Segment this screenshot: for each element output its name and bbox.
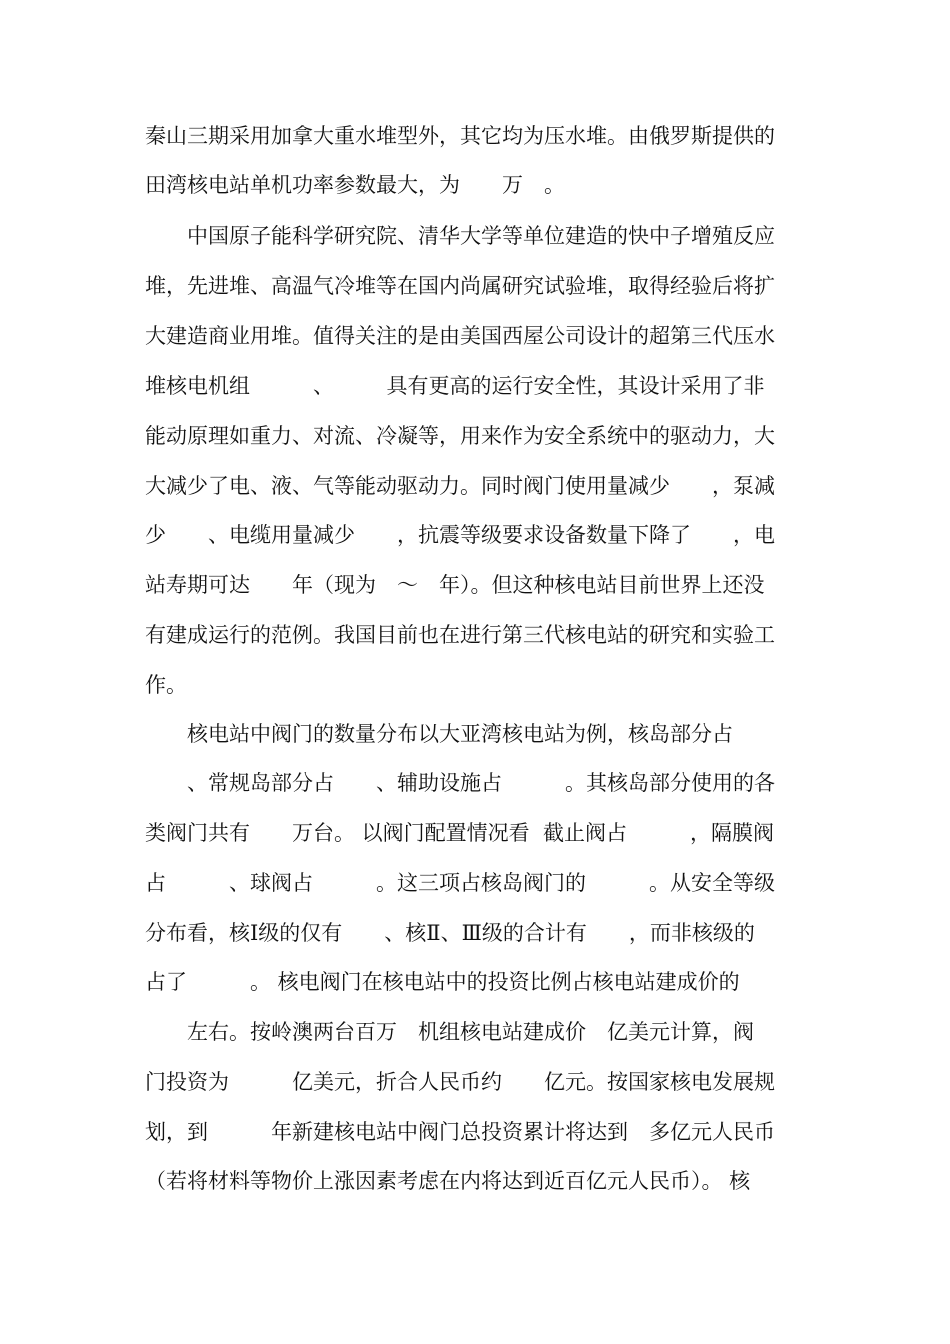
text-line-21: 划，到 年新建核电站中阀门总投资累计将达到 多亿元人民币 bbox=[145, 1120, 775, 1144]
text-line-14: 、常规岛部分占 、辅助设施占 。其核岛部分使用的各 bbox=[145, 771, 775, 795]
text-line-3: 中国原子能科学研究院、清华大学等单位建造的快中子增殖反应 bbox=[145, 224, 775, 248]
text-line-12: 作。 bbox=[145, 673, 187, 697]
text-line-17: 分布看，核Ⅰ级的仅有 、核Ⅱ、Ⅲ级的合计有 ，而非核级的 bbox=[145, 921, 755, 945]
text-line-2: 田湾核电站单机功率参数最大，为 万 。 bbox=[145, 173, 565, 197]
text-line-18: 占了 。 核电阀门在核电站中的投资比例占核电站建成价的 bbox=[145, 970, 740, 994]
text-line-15: 类阀门共有 万台。 以阀门配置情况看 截止阀占 ，隔膜阀 bbox=[145, 821, 775, 845]
text-line-4: 堆，先进堆、高温气冷堆等在国内尚属研究试验堆，取得经验后将扩 bbox=[145, 274, 775, 298]
text-line-5: 大建造商业用堆。值得关注的是由美国西屋公司设计的超第三代压水 bbox=[145, 324, 775, 348]
text-line-13: 核电站中阀门的数量分布以大亚湾核电站为例，核岛部分占 bbox=[145, 722, 733, 746]
text-line-6: 堆核电机组 、 具有更高的运行安全性，其设计采用了非 bbox=[145, 374, 765, 398]
text-line-10: 站寿期可达 年（现为 ～ 年）。但这种核电站目前世界上还没 bbox=[145, 573, 765, 597]
text-line-1: 秦山三期采用加拿大重水堆型外，其它均为压水堆。由俄罗斯提供的 bbox=[145, 124, 775, 148]
text-line-8: 大减少了电、液、气等能动驱动力。同时阀门使用量减少 ，泵减 bbox=[145, 474, 775, 498]
text-line-9: 少 、电缆用量减少 ，抗震等级要求设备数量下降了 ，电 bbox=[145, 523, 775, 547]
text-line-20: 门投资为 亿美元，折合人民币约 亿元。按国家核电发展规 bbox=[145, 1070, 775, 1094]
text-line-19: 左右。按岭澳两台百万 机组核电站建成价 亿美元计算，阀 bbox=[145, 1020, 754, 1044]
text-line-11: 有建成运行的范例。我国目前也在进行第三代核电站的研究和实验工 bbox=[145, 623, 775, 647]
text-line-16: 占 、球阀占 。这三项占核岛阀门的 。从安全等级 bbox=[145, 871, 775, 895]
text-line-22: （若将材料等物价上涨因素考虑在内将达到近百亿元人民币）。 核 bbox=[145, 1169, 751, 1193]
text-line-7: 能动原理如重力、对流、冷凝等，用来作为安全系统中的驱动力，大 bbox=[145, 424, 775, 448]
